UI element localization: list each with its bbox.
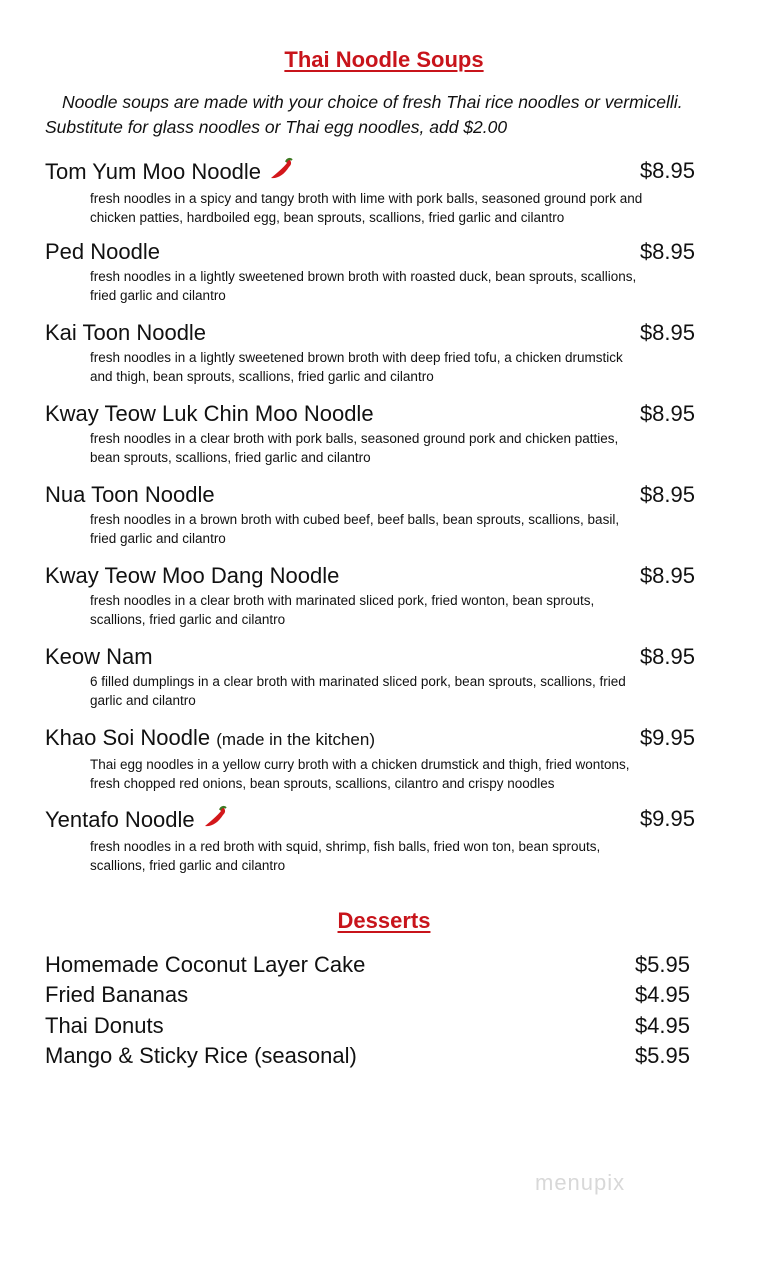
- chili-pepper-icon: [269, 157, 295, 188]
- item-price: $8.95: [639, 482, 695, 507]
- menu-item: [45, 319, 695, 386]
- soups-heading: Thai Noodle Soups: [284, 47, 484, 72]
- item-name: Keow Nam: [45, 644, 153, 669]
- item-price: $8.95: [639, 158, 695, 183]
- item-price: $9.95: [639, 725, 695, 750]
- item-description: fresh noodles in a lightly sweetened brown broth with deep fried tofu, a chicken drumstick and thigh, bean sprouts, scallions, fried garlic and cilantro: [90, 350, 623, 384]
- dessert-name: Fried Bananas: [45, 982, 189, 1007]
- item-name: Kway Teow Moo Dang Noodle: [45, 563, 340, 588]
- chili-pepper-icon: [203, 805, 229, 836]
- item-description: fresh noodles in a clear broth with pork balls, seasoned ground pork and chicken patties, bean sprouts, scallions, fried garlic and cilantro: [90, 431, 619, 465]
- desserts-heading: Desserts: [337, 908, 431, 933]
- menu-item: [45, 724, 695, 793]
- dessert-price: $5.95: [634, 1043, 690, 1068]
- item-description: fresh noodles in a lightly sweetened brown broth with roasted duck, bean sprouts, scallions, fried garlic and cilantro: [90, 269, 637, 303]
- menu-item: [45, 643, 695, 710]
- dessert-item: [45, 1011, 690, 1041]
- dessert-name: Homemade Coconut Layer Cake: [45, 952, 366, 977]
- item-name: Khao Soi Noodle: [45, 725, 211, 750]
- menu-item: [45, 805, 695, 875]
- item-description: Thai egg noodles in a yellow curry broth with a chicken drumstick and thigh, fried wontons, fresh chopped red onions, bean sprouts, scallions, cilantro and crispy noodles: [90, 757, 630, 791]
- dessert-price: $4.95: [634, 1013, 690, 1038]
- item-description: fresh noodles in a spicy and tangy broth with lime with pork balls, seasoned ground pork and chicken patties, hardboiled egg, bean sprouts, scallions, fried garlic and cilantro: [90, 191, 643, 225]
- dessert-name: Thai Donuts: [45, 1013, 164, 1038]
- item-name: Yentafo Noodle: [45, 807, 195, 832]
- item-price: $8.95: [639, 320, 695, 345]
- item-description: fresh noodles in a clear broth with marinated sliced pork, fried wonton, bean sprouts, scallions, fried garlic and cilantro: [90, 593, 595, 627]
- item-name: Tom Yum Moo Noodle: [45, 159, 262, 184]
- intro-line-1: Noodle soups are made with your choice of fresh Thai rice noodles or vermicelli.: [62, 92, 683, 112]
- soups-intro: [45, 90, 725, 140]
- item-description: fresh noodles in a brown broth with cubed beef, beef balls, bean sprouts, scallions, basil, fried garlic and cilantro: [90, 512, 620, 546]
- dessert-item: [45, 950, 690, 980]
- menu-item: [45, 562, 695, 629]
- item-name: Ped Noodle: [45, 239, 160, 264]
- item-name: Nua Toon Noodle: [45, 482, 215, 507]
- item-price: $8.95: [639, 239, 695, 264]
- dessert-price: $4.95: [634, 982, 690, 1007]
- item-price: $8.95: [639, 644, 695, 669]
- dessert-price: $5.95: [634, 952, 690, 977]
- item-name: Kai Toon Noodle: [45, 320, 207, 345]
- item-price: $9.95: [639, 806, 695, 831]
- intro-line-2: Substitute for glass noodles or Thai egg noodles, add $2.00: [45, 117, 508, 137]
- item-name: Kway Teow Luk Chin Moo Noodle: [45, 401, 374, 426]
- watermark: menupix: [535, 1170, 626, 1195]
- item-note: (made in the kitchen): [216, 730, 375, 749]
- item-description: 6 filled dumplings in a clear broth with marinated sliced pork, bean sprouts, scallions, fried garlic and cilantro: [90, 674, 626, 708]
- item-price: $8.95: [639, 401, 695, 426]
- menu-item: [45, 157, 695, 227]
- dessert-name: Mango & Sticky Rice (seasonal): [45, 1043, 357, 1068]
- dessert-item: [45, 1041, 690, 1071]
- item-price: $8.95: [639, 563, 695, 588]
- menu-item: [45, 238, 695, 305]
- item-description: fresh noodles in a red broth with squid, shrimp, fish balls, fried won ton, bean sprouts, scallions, fried garlic and cilantro: [90, 839, 601, 873]
- menu-item: [45, 481, 695, 548]
- menu-item: [45, 400, 695, 467]
- dessert-item: [45, 980, 690, 1010]
